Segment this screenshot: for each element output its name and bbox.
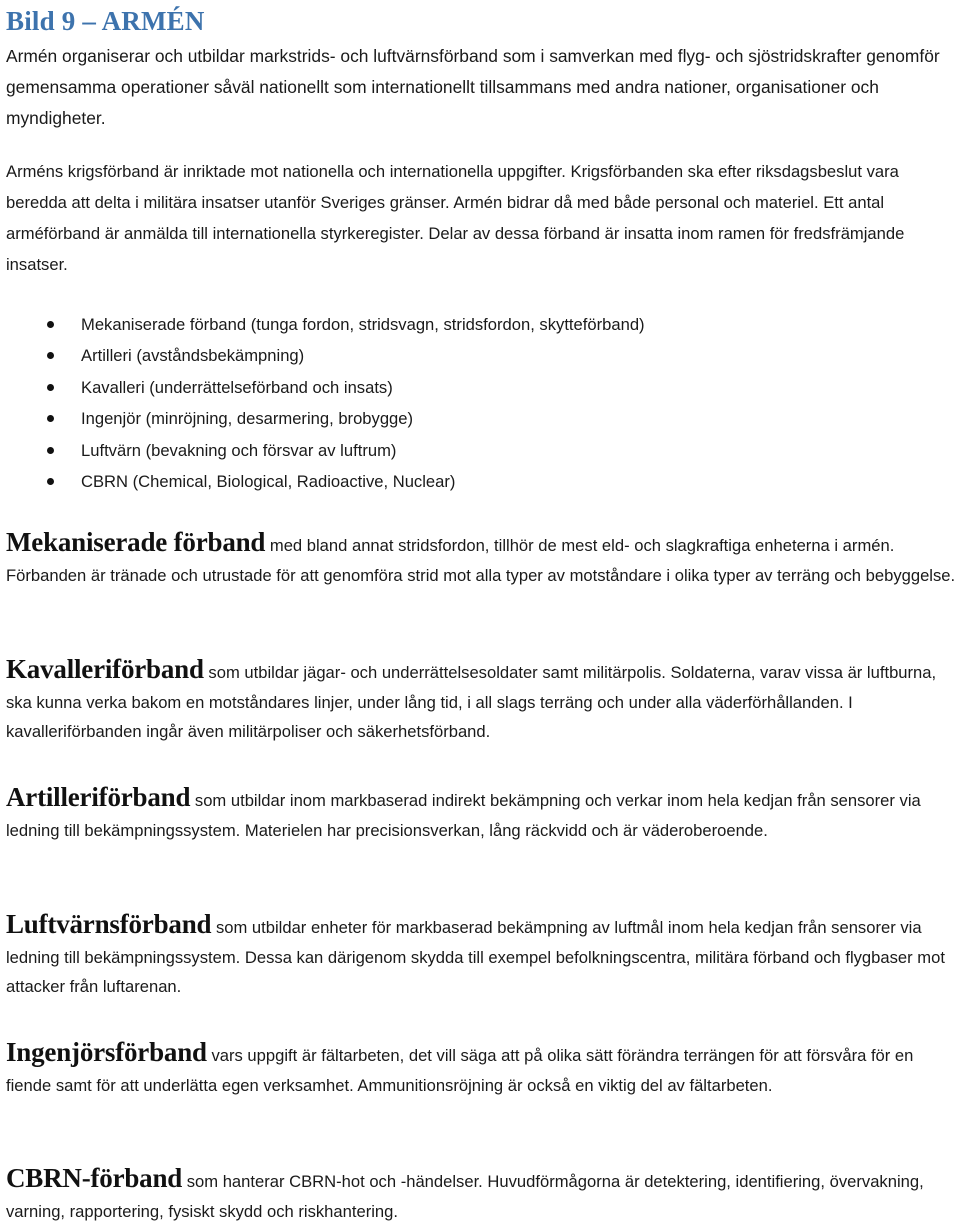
section-cbrn	[6, 1164, 956, 1226]
bullet-icon	[47, 447, 54, 454]
list-item-text: Kavalleri (underrättelseförband och insats)	[81, 377, 393, 397]
list-item	[6, 309, 956, 340]
section-ingenjor	[6, 1038, 956, 1100]
unit-type-list	[6, 309, 956, 497]
section-heading: Mekaniserade förband	[6, 527, 266, 557]
section-heading: Ingenjörsförband	[6, 1037, 207, 1067]
section-text: som utbildar jägar- och underrättelsesoldater samt militärpolis. Soldaterna, varav vissa är luftburna, ska kunna verka bakom en motståndares linjer, under lång tid, i all slags terräng och under alla väderförhållanden. I kavalleriförbanden ingår även militärpoliser och säkerhetsförband.	[6, 663, 937, 741]
section-kavalleri	[6, 655, 956, 747]
section-text: som utbildar enheter för markbaserad bekämpning av luftmål inom hela kedjan från sensorer via ledning till bekämpningssystem. Dessa kan därigenom skydda till exempel befolkningscentra, militära förband och flygbaser mot attacker från luftarenan.	[6, 918, 945, 996]
section-heading: Artilleriförband	[6, 782, 191, 812]
list-item	[6, 435, 956, 466]
section-text: som hanterar CBRN-hot och -händelser. Huvudförmågorna är detektering, identifiering, övervakning, varning, rapportering, fysiskt skydd och riskhantering.	[6, 1172, 924, 1221]
section-heading: Kavalleriförband	[6, 654, 204, 684]
list-item-text: Luftvärn (bevakning och försvar av luftrum)	[81, 440, 397, 460]
bullet-icon	[47, 478, 54, 485]
list-item-text: Ingenjör (minröjning, desarmering, brobygge)	[81, 409, 414, 429]
list-item-text: Mekaniserade förband (tunga fordon, stridsvagn, stridsfordon, skytteförband)	[81, 315, 645, 334]
list-item	[6, 340, 956, 371]
section-heading: CBRN-förband	[6, 1163, 183, 1193]
krigsforband-paragraph: Arméns krigsförband är inriktade mot nationella och internationella uppgifter. Krigsförbanden ska efter riksdagsbeslut vara beredda att delta i militära insatser utanför Sveriges gränser. Armén bidrar då med både personal och materiel. Ett antal arméförband är anmälda till internationella styrkeregister. Delar av dessa förband är insatta inom ramen för fredsfrämjande insatser.	[6, 162, 905, 274]
list-item	[6, 403, 956, 434]
section-mekaniserade	[6, 528, 956, 590]
bullet-icon	[47, 321, 54, 328]
bullet-icon	[47, 352, 54, 359]
section-text: vars uppgift är fältarbeten, det vill säga att på olika sätt förändra terrängen för att försvåra för en fiende samt för att underlätta egen verksamhet. Ammunitionsröjning är också en viktig del av fältarbeten.	[6, 1046, 914, 1095]
bullet-icon	[47, 384, 54, 391]
section-artilleri	[6, 783, 956, 845]
intro-paragraph: Armén organiserar och utbildar markstrids- och luftvärnsförband som i samverkan med flyg- och sjöstridskrafter genomför gemensamma operationer såväl nationellt som internationellt tillsammans med andra nationer, organisationer och myndigheter.	[6, 46, 940, 128]
list-item-text: Artilleri (avståndsbekämpning)	[81, 346, 305, 366]
section-luftvarn	[6, 910, 956, 1002]
list-item-text: CBRN (Chemical, Biological, Radioactive, Nuclear)	[81, 471, 456, 491]
document-page	[6, 0, 956, 1229]
section-heading: Luftvärnsförband	[6, 909, 212, 939]
section-text: med bland annat stridsfordon, tillhör de mest eld- och slagkraftiga enheterna i armén. Förbanden är tränade och utrustade för att genomföra strid mot alla typer av motståndare i olika typer av terräng och bebyggelse.	[6, 536, 956, 585]
page-title: Bild 9 – ARMÉN	[6, 6, 205, 36]
section-text: som utbildar inom markbaserad indirekt bekämpning och verkar inom hela kedjan från sensorer via ledning till bekämpningssystem. Materielen har precisionsverkan, lång räckvidd och är väderoberoende.	[6, 791, 921, 840]
list-item	[6, 466, 956, 497]
list-item	[6, 372, 956, 403]
bullet-icon	[47, 415, 54, 422]
